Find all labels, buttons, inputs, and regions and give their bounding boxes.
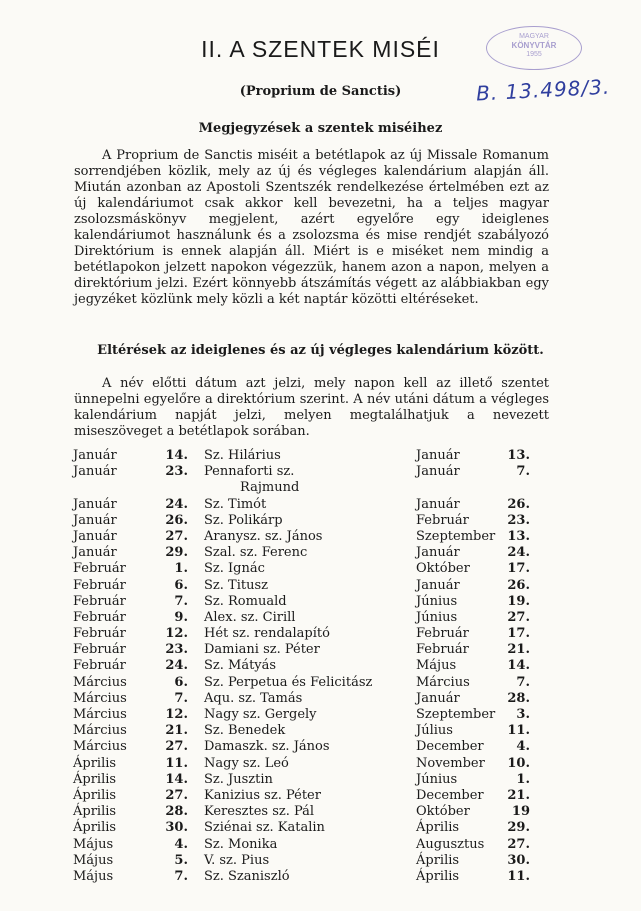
directory-day: 12.: [165, 707, 188, 723]
final-calendar-month: Január: [416, 690, 460, 706]
calendar-row: [0, 464, 641, 496]
directory-month: Április: [73, 820, 117, 836]
saint-name: Kanizius sz. Péter: [204, 787, 321, 803]
stamp-line-2: KÖNYVTÁR: [511, 41, 557, 50]
directory-day: 24.: [165, 658, 188, 674]
directory-month: Január: [73, 448, 117, 463]
calendar-row: [0, 853, 641, 869]
saint-name: V. sz. Pius: [204, 852, 270, 868]
directory-month: Január: [73, 528, 117, 544]
saint-name: Damaszk. sz. János: [204, 739, 330, 755]
directory-day: 21.: [165, 723, 188, 739]
calendar-row: [0, 869, 641, 885]
saint-name: Sz. Ignác: [204, 561, 265, 577]
calendar-row: [0, 594, 641, 610]
calendar-row: [0, 626, 641, 642]
directory-day: 9.: [174, 609, 188, 625]
stamp-line-1: MAGYAR: [519, 33, 549, 40]
directory-month: Január: [73, 512, 117, 528]
final-calendar-day: 19: [511, 804, 530, 820]
directory-day: 28.: [165, 804, 188, 820]
directory-day: 23.: [165, 642, 188, 658]
final-calendar-month: Június: [416, 593, 458, 609]
final-calendar-month: Június: [416, 771, 458, 787]
directory-day: 30.: [165, 820, 188, 836]
final-calendar-month: Április: [416, 852, 460, 868]
final-calendar-day: 29.: [507, 820, 530, 836]
final-calendar-month: Október: [416, 804, 470, 820]
final-calendar-month: Január: [416, 464, 460, 480]
final-calendar-month: Április: [416, 820, 460, 836]
directory-day: 27.: [165, 787, 188, 803]
final-calendar-day: 23.: [507, 512, 530, 528]
directory-month: Február: [73, 626, 126, 642]
final-calendar-day: 21.: [507, 787, 530, 803]
final-calendar-day: 19.: [507, 593, 530, 609]
directory-day: 23.: [165, 464, 188, 480]
directory-day: 1.: [174, 561, 188, 577]
final-calendar-month: Január: [416, 545, 460, 561]
explanation-paragraph: A név előtti dátum azt jelzi, mely napon kell az illető szentet ünnepelni egyelőre a direktórium szerint. A név utáni dátum a végleges kalendárium napját jelzi, melyen megtalálhatjuk a nevezett miseszöveget a betétlapok sorában.: [74, 376, 549, 439]
directory-day: 7.: [174, 868, 188, 884]
calendar-row: [0, 545, 641, 561]
page-title: II. A SZENTEK MISÉI: [201, 36, 440, 62]
directory-day: 29.: [165, 545, 188, 561]
directory-day: 14.: [165, 771, 188, 787]
saint-name: Sz. Timót: [204, 496, 267, 512]
saint-name: Pennaforti sz.: [204, 464, 295, 480]
directory-day: 5.: [174, 852, 188, 868]
notes-heading: Megjegyzések a szentek miséihez: [198, 121, 443, 136]
directory-day: 24.: [165, 496, 188, 512]
saint-name: Sz. Benedek: [204, 723, 286, 739]
saint-name-continued: Rajmund: [240, 480, 300, 496]
final-calendar-day: 17.: [507, 626, 530, 642]
directory-month: Február: [73, 609, 126, 625]
saint-name: Szal. sz. Ferenc: [204, 545, 308, 561]
saint-name: Sz. Romuald: [204, 593, 287, 609]
directory-month: Január: [73, 545, 117, 561]
calendar-row: [0, 723, 641, 739]
directory-day: 27.: [165, 739, 188, 755]
calendar-row: [0, 497, 641, 513]
saint-name: Sz. Szaniszló: [204, 868, 290, 884]
final-calendar-month: Június: [416, 609, 458, 625]
calendar-row: [0, 513, 641, 529]
directory-month: Március: [73, 674, 127, 690]
directory-month: Február: [73, 593, 126, 609]
saint-name: Nagy sz. Leó: [204, 755, 289, 771]
final-calendar-day: 7.: [516, 464, 530, 480]
directory-day: 7.: [174, 593, 188, 609]
calendar-row: [0, 820, 641, 836]
directory-day: 11.: [165, 755, 188, 771]
final-calendar-month: Szeptember: [416, 528, 496, 544]
handwritten-shelfmark: B. 13.498/3.: [475, 74, 611, 106]
directory-day: 26.: [165, 512, 188, 528]
calendar-row: [0, 788, 641, 804]
directory-month: Február: [73, 561, 126, 577]
saint-name: Sz. Hilárius: [204, 448, 281, 463]
final-calendar-month: Augusztus: [416, 836, 485, 852]
final-calendar-day: 11.: [507, 723, 530, 739]
directory-month: Május: [73, 868, 114, 884]
directory-month: Január: [73, 464, 117, 480]
final-calendar-month: Február: [416, 642, 469, 658]
final-calendar-month: Május: [416, 658, 457, 674]
saint-name: Sz. Jusztin: [204, 771, 273, 787]
page-subtitle: (Proprium de Sanctis): [239, 84, 402, 99]
saint-name: Aranysz. sz. János: [204, 528, 323, 544]
final-calendar-day: 24.: [507, 545, 530, 561]
final-calendar-day: 11.: [507, 868, 530, 884]
final-calendar-day: 26.: [507, 577, 530, 593]
saint-name: Keresztes sz. Pál: [204, 804, 315, 820]
directory-day: 27.: [165, 528, 188, 544]
directory-month: Március: [73, 707, 127, 723]
final-calendar-month: Február: [416, 626, 469, 642]
final-calendar-day: 10.: [507, 755, 530, 771]
differences-heading: Eltérések az ideiglenes és az új végleges kalendárium között.: [97, 343, 544, 358]
directory-month: Május: [73, 852, 114, 868]
final-calendar-day: 27.: [507, 836, 530, 852]
directory-day: 4.: [174, 836, 188, 852]
directory-day: 12.: [165, 626, 188, 642]
final-calendar-month: November: [416, 755, 485, 771]
directory-month: Február: [73, 642, 126, 658]
final-calendar-month: Január: [416, 496, 460, 512]
calendar-row: [0, 691, 641, 707]
directory-month: Február: [73, 577, 126, 593]
calendar-row: [0, 804, 641, 820]
final-calendar-month: December: [416, 787, 484, 803]
calendar-row: [0, 448, 641, 464]
directory-day: 14.: [165, 448, 188, 463]
final-calendar-month: Szeptember: [416, 707, 496, 723]
directory-day: 7.: [174, 690, 188, 706]
calendar-row: [0, 610, 641, 626]
final-calendar-day: 3.: [516, 707, 530, 723]
saint-name: Aqu. sz. Tamás: [204, 690, 303, 706]
final-calendar-day: 7.: [516, 674, 530, 690]
saint-name: Sz. Monika: [204, 836, 278, 852]
final-calendar-month: Január: [416, 577, 460, 593]
directory-month: Január: [73, 496, 117, 512]
final-calendar-day: 13.: [507, 448, 530, 463]
directory-month: Április: [73, 787, 117, 803]
final-calendar-month: Február: [416, 512, 469, 528]
saint-name: Hét sz. rendalapító: [204, 626, 330, 642]
intro-paragraph: A Proprium de Sanctis miséit a betétlapok az új Missale Romanum sorrendjében közlik, mely az új és végleges kalendárium alapján áll. Miután azonban az Apostoli Szentszék rendelkezése értelmében ezt az új kalendáriumot csak akkor kell bevezetni, ha a teljes magyar zsolozsmáskönyv megjelent, azért egyelőre egy ideiglenes kalendáriumot használunk és a zsolozsma és mise rendjét szabályozó Direktórium is ennek alapján áll. Miért is e miséket nem mindig a betétlapokon jelzett napokon végezzük, hanem azon a napon, melyen a direktórium jelzi. Ezért könnyebb átszámítás végett az alábbiakban egy jegyzéket közlünk mely közli a két naptár közötti eltéréseket.: [74, 148, 549, 307]
calendar-row: [0, 578, 641, 594]
directory-month: Március: [73, 690, 127, 706]
calendar-row: [0, 756, 641, 772]
saint-name: Nagy sz. Gergely: [204, 707, 317, 723]
calendar-row: [0, 642, 641, 658]
final-calendar-day: 13.: [507, 528, 530, 544]
final-calendar-month: Április: [416, 868, 460, 884]
directory-month: Április: [73, 771, 117, 787]
final-calendar-month: Október: [416, 561, 470, 577]
directory-month: Március: [73, 723, 127, 739]
calendar-row: [0, 658, 641, 674]
final-calendar-day: 21.: [507, 642, 530, 658]
calendar-row: [0, 561, 641, 577]
saint-name: Sz. Perpetua és Felicitász: [204, 674, 373, 690]
directory-month: Április: [73, 755, 117, 771]
calendar-row: [0, 837, 641, 853]
final-calendar-day: 1.: [516, 771, 530, 787]
final-calendar-day: 28.: [507, 690, 530, 706]
final-calendar-month: December: [416, 739, 484, 755]
final-calendar-day: 17.: [507, 561, 530, 577]
final-calendar-day: 14.: [507, 658, 530, 674]
library-stamp: [486, 26, 582, 70]
calendar-differences-list: [0, 448, 641, 885]
saint-name: Sz. Mátyás: [204, 658, 277, 674]
directory-day: 6.: [174, 674, 188, 690]
calendar-row: [0, 707, 641, 723]
directory-month: Február: [73, 658, 126, 674]
saint-name: Sz. Titusz: [204, 577, 268, 593]
saint-name: Sz. Polikárp: [204, 512, 283, 528]
calendar-row: [0, 739, 641, 755]
final-calendar-day: 27.: [507, 609, 530, 625]
final-calendar-day: 30.: [507, 852, 530, 868]
final-calendar-month: Július: [416, 723, 453, 739]
saint-name: Alex. sz. Cirill: [204, 609, 296, 625]
saint-name: Damiani sz. Péter: [204, 642, 320, 658]
directory-month: Április: [73, 804, 117, 820]
final-calendar-day: 4.: [516, 739, 530, 755]
stamp-line-3: 1955: [526, 51, 542, 58]
saint-name: Sziénai sz. Katalin: [204, 820, 325, 836]
final-calendar-month: Március: [416, 674, 470, 690]
calendar-row: [0, 772, 641, 788]
directory-month: Március: [73, 739, 127, 755]
calendar-row: [0, 529, 641, 545]
directory-month: Május: [73, 836, 114, 852]
directory-day: 6.: [174, 577, 188, 593]
calendar-row: [0, 675, 641, 691]
final-calendar-day: 26.: [507, 496, 530, 512]
final-calendar-month: Január: [416, 448, 460, 463]
